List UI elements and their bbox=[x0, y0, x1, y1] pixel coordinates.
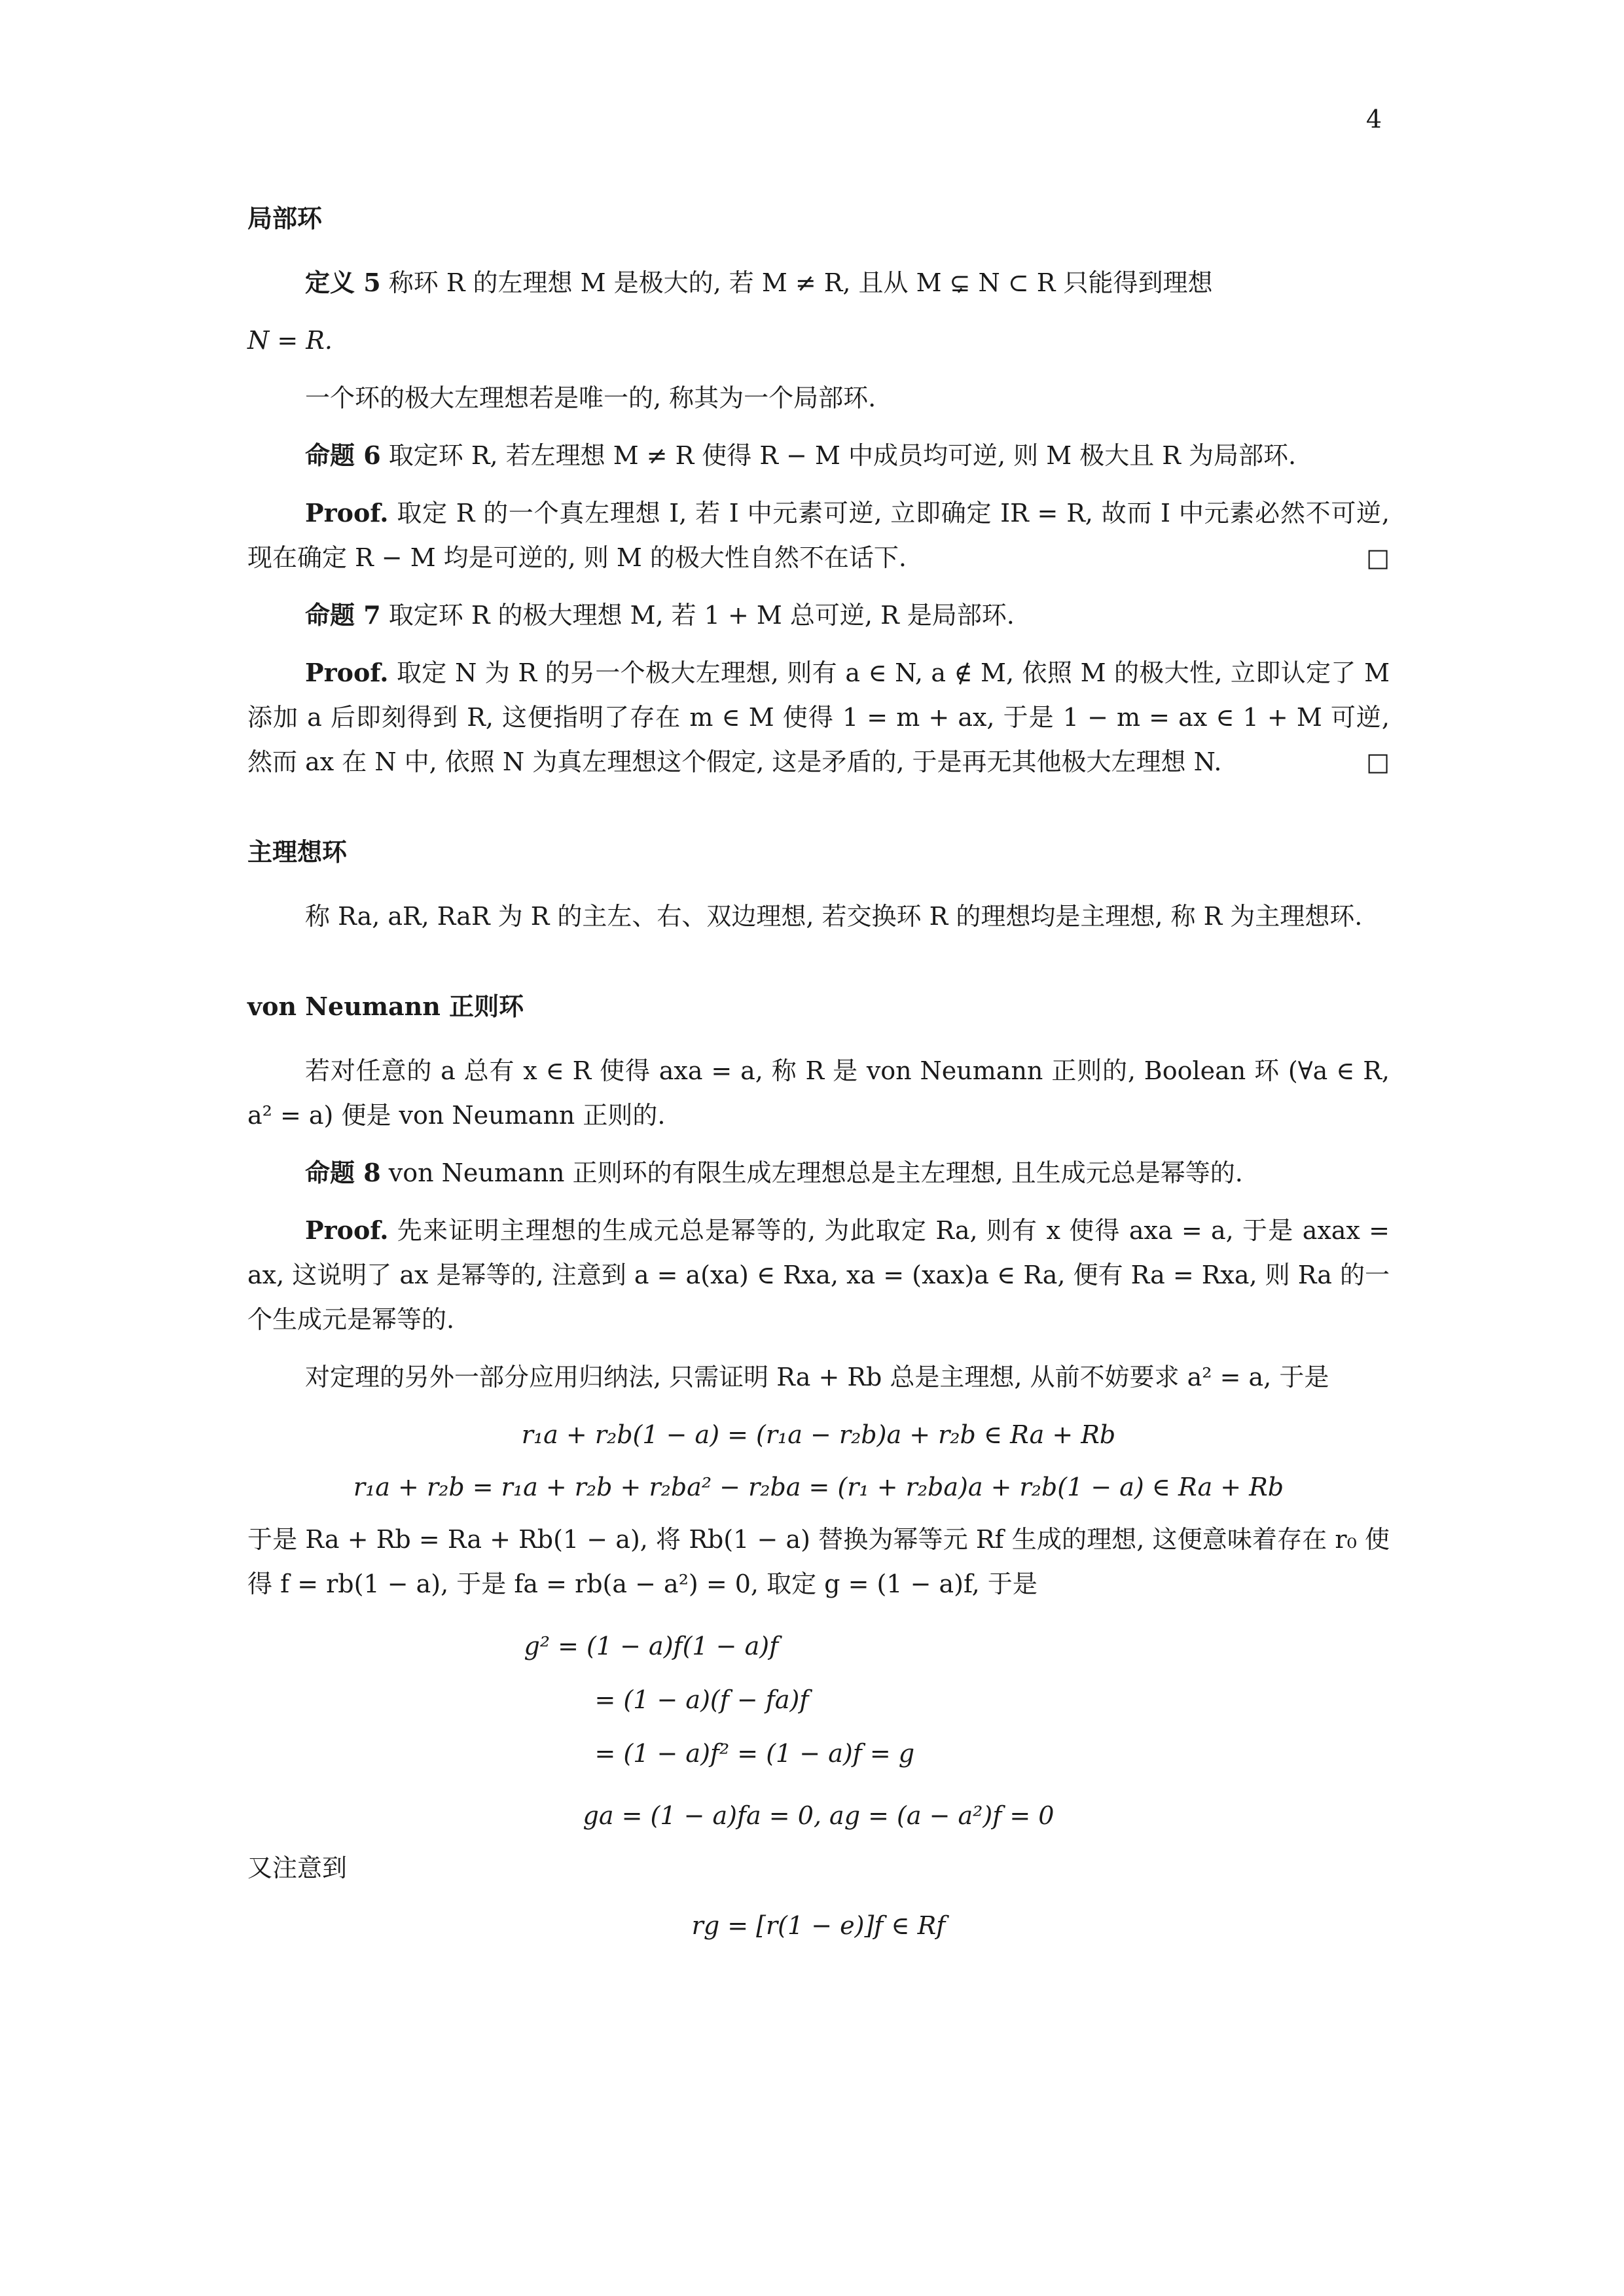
definition-text: 称环 R 的左理想 M 是极大的, 若 M ≠ R, 且从 M ⊊ N ⊂ R 只能得到理想 bbox=[388, 268, 1213, 297]
proof-label: Proof. bbox=[305, 1215, 389, 1245]
equation-1: r₁a + r₂b(1 − a) = (r₁a − r₂b)a + r₂b ∈ Ra + Rb bbox=[521, 1420, 1116, 1449]
proof-8-continuation: 于是 Ra + Rb = Ra + Rb(1 − a), 将 Rb(1 − a) 替换为幂等元 Rf 生成的理想, 这便意味着存在 r₀ 使得 f = rb(1 − a), 于是 fa = rb(a − a²) = 0, 取定 g = (1 − a)f, 于是 bbox=[247, 1525, 1390, 1598]
proof-8-induction: 对定理的另外一部分应用归纳法, 只需证明 Ra + Rb 总是主理想, 从前不妨要求 a² = a, 于是 bbox=[305, 1363, 1329, 1391]
proof-text: 取定 R 的一个真左理想 I, 若 I 中元素可逆, 立即确定 IR = R, 故而 I 中元素必然不可逆, 现在确定 R − M 均是可逆的, 则 M 的极大性自然不在话下. bbox=[247, 499, 1390, 572]
proposition-text: 取定环 R 的极大理想 M, 若 1 + M 总可逆, R 是局部环. bbox=[388, 601, 1015, 630]
proof-label: Proof. bbox=[305, 658, 389, 687]
note-also: 又注意到 bbox=[247, 1854, 348, 1882]
proof-8 bbox=[247, 1208, 1390, 1342]
proposition-text: von Neumann 正则环的有限生成左理想总是主左理想, 且生成元总是幂等的. bbox=[388, 1158, 1243, 1187]
proposition-text: 取定环 R, 若左理想 M ≠ R 使得 R − M 中成员均可逆, 则 M 极大且 R 为局部环. bbox=[388, 441, 1297, 470]
definition-continuation: N = R. bbox=[247, 326, 333, 355]
qed-symbol: □ bbox=[1366, 543, 1390, 572]
aligned-equations bbox=[524, 1619, 1113, 1780]
aligned-line-3: = (1 − a)f² = (1 − a)f = g bbox=[594, 1739, 915, 1768]
proof-7 bbox=[247, 651, 1390, 784]
definition-label: 定义 5 bbox=[305, 268, 381, 297]
aligned-line-1: g² = (1 − a)f(1 − a)f bbox=[524, 1632, 779, 1660]
von-neumann-definition: 若对任意的 a 总有 x ∈ R 使得 axa = a, 称 R 是 von Neumann 正则的, Boolean 环 (∀a ∈ R, a² = a) 便是 von Neumann 正则的. bbox=[247, 1056, 1390, 1130]
section-heading-principal-ideal-ring: 主理想环 bbox=[247, 838, 348, 867]
proposition-label: 命题 7 bbox=[305, 600, 381, 630]
definition-5 bbox=[247, 260, 1390, 305]
proposition-8 bbox=[247, 1151, 1390, 1195]
proof-6 bbox=[247, 491, 1390, 580]
proof-text: 取定 N 为 R 的另一个极大左理想, 则有 a ∈ N, a ∉ M, 依照 M 的极大性, 立即认定了 M 添加 a 后即刻得到 R, 这便指明了存在 m ∈ M 使得 1 = m + ax, 于是 1 − m = ax ∈ 1 + M 可逆, 然而 ax 在 N 中, 依照 N 为真左理想这个假定, 这是矛盾的, 于是再无其他极大左理想 N. bbox=[247, 658, 1390, 776]
qed-symbol: □ bbox=[1366, 747, 1390, 776]
page-body bbox=[247, 196, 1390, 1956]
proposition-6 bbox=[247, 433, 1390, 478]
local-ring-note: 一个环的极大左理想若是唯一的, 称其为一个局部环. bbox=[305, 384, 876, 412]
equation-2: r₁a + r₂b = r₁a + r₂b + r₂ba² − r₂ba = (r₁ + r₂ba)a + r₂b(1 − a) ∈ Ra + Rb bbox=[353, 1473, 1284, 1501]
proposition-label: 命题 8 bbox=[305, 1158, 381, 1187]
proof-text: 先来证明主理想的生成元总是幂等的, 为此取定 Ra, 则有 x 使得 axa = a, 于是 axax = ax, 这说明了 ax 是幂等的, 注意到 a = a(xa) ∈ Rxa, xa = (xax)a ∈ Ra, 便有 Ra = Rxa, 则 Ra 的一个生成元是幂等的. bbox=[247, 1216, 1390, 1334]
proposition-label: 命题 6 bbox=[305, 440, 381, 470]
principal-ideal-text: 称 Ra, aR, RaR 为 R 的主左、右、双边理想, 若交换环 R 的理想均是主理想, 称 R 为主理想环. bbox=[305, 902, 1363, 931]
proposition-7 bbox=[247, 593, 1390, 637]
page-number: 4 bbox=[1365, 105, 1382, 134]
section-heading-von-neumann: von Neumann 正则环 bbox=[247, 992, 524, 1021]
aligned-line-2: = (1 − a)(f − fa)f bbox=[594, 1685, 809, 1714]
section-heading-local-ring: 局部环 bbox=[247, 204, 323, 233]
equation-4: rg = [r(1 − e)]f ∈ Rf bbox=[691, 1911, 946, 1940]
equation-3: ga = (1 − a)fa = 0, ag = (a − a²)f = 0 bbox=[583, 1801, 1055, 1830]
proof-label: Proof. bbox=[305, 498, 389, 528]
